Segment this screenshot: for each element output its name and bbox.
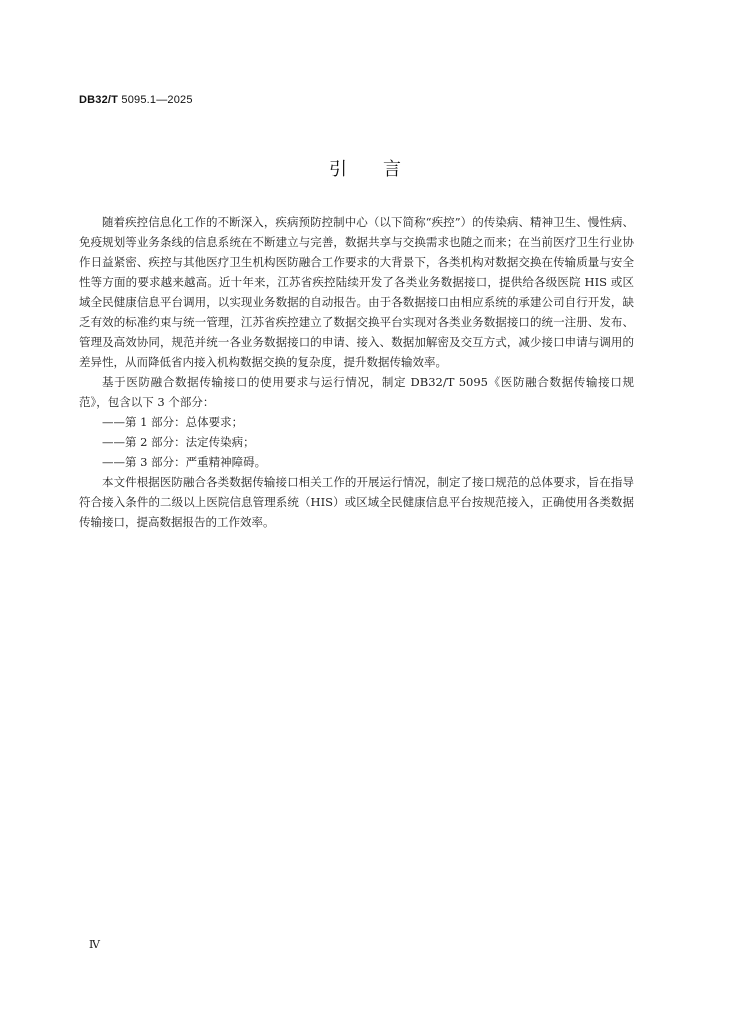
standard-code-prefix: DB32/T bbox=[79, 94, 119, 106]
part-list-item-2: ——第 2 部分：法定传染病； bbox=[102, 435, 255, 449]
closing-paragraph: 本文件根据医防融合各类数据传输接口相关工作的开展运行情况，制定了接口规范的总体要求，旨在指导符合接入条件的二级以上医院信息管理系统（HIS）或区域全民健康信息平台按规范接入，正确使用各类数据传输接口，提高数据报告的工作效率。 bbox=[79, 475, 634, 529]
page-number: Ⅳ bbox=[89, 938, 100, 951]
page-title: 引言 bbox=[329, 159, 437, 180]
introduction-body bbox=[79, 212, 634, 532]
standard-code bbox=[79, 94, 193, 106]
intro-paragraph-1: 随着疾控信息化工作的不断深入，疾病预防控制中心（以下简称“疾控”）的传染病、精神卫生、慢性病、免疫规划等业务条线的信息系统在不断建立与完善，数据共享与交换需求也随之而来；在当前医疗卫生行业协作日益紧密、疾控与其他医疗卫生机构医防融合工作要求的大背景下，各类机构对数据交换在传输质量与安全性等方面的要求越来越高。近十年来，江苏省疾控陆续开发了各类业务数据接口，提供给各级医院 HIS 或区域全民健康信息平台调用，以实现业务数据的自动报告。由于各数据接口由相应系统的承建公司自行开发，缺乏有效的标准约束与统一管理，江苏省疾控建立了数据交换平台实现对各类业务数据接口的统一注册、发布、管理及高效协同，规范并统一各业务数据接口的申请、接入、数据加解密及交互方式，减少接口申请与调用的差异性，从而降低省内接入机构数据交换的复杂度，提升数据传输效率。 bbox=[79, 215, 634, 369]
intro-paragraph-2: 基于医防融合数据传输接口的使用要求与运行情况，制定 DB32/T 5095《医防融合数据传输接口规范》，包含以下 3 个部分： bbox=[79, 375, 634, 409]
part-list-item-1: ——第 1 部分：总体要求； bbox=[102, 415, 244, 429]
part-list-item-3: ——第 3 部分：严重精神障碍。 bbox=[102, 455, 267, 469]
standard-code-number: 5095.1—2025 bbox=[121, 94, 193, 106]
